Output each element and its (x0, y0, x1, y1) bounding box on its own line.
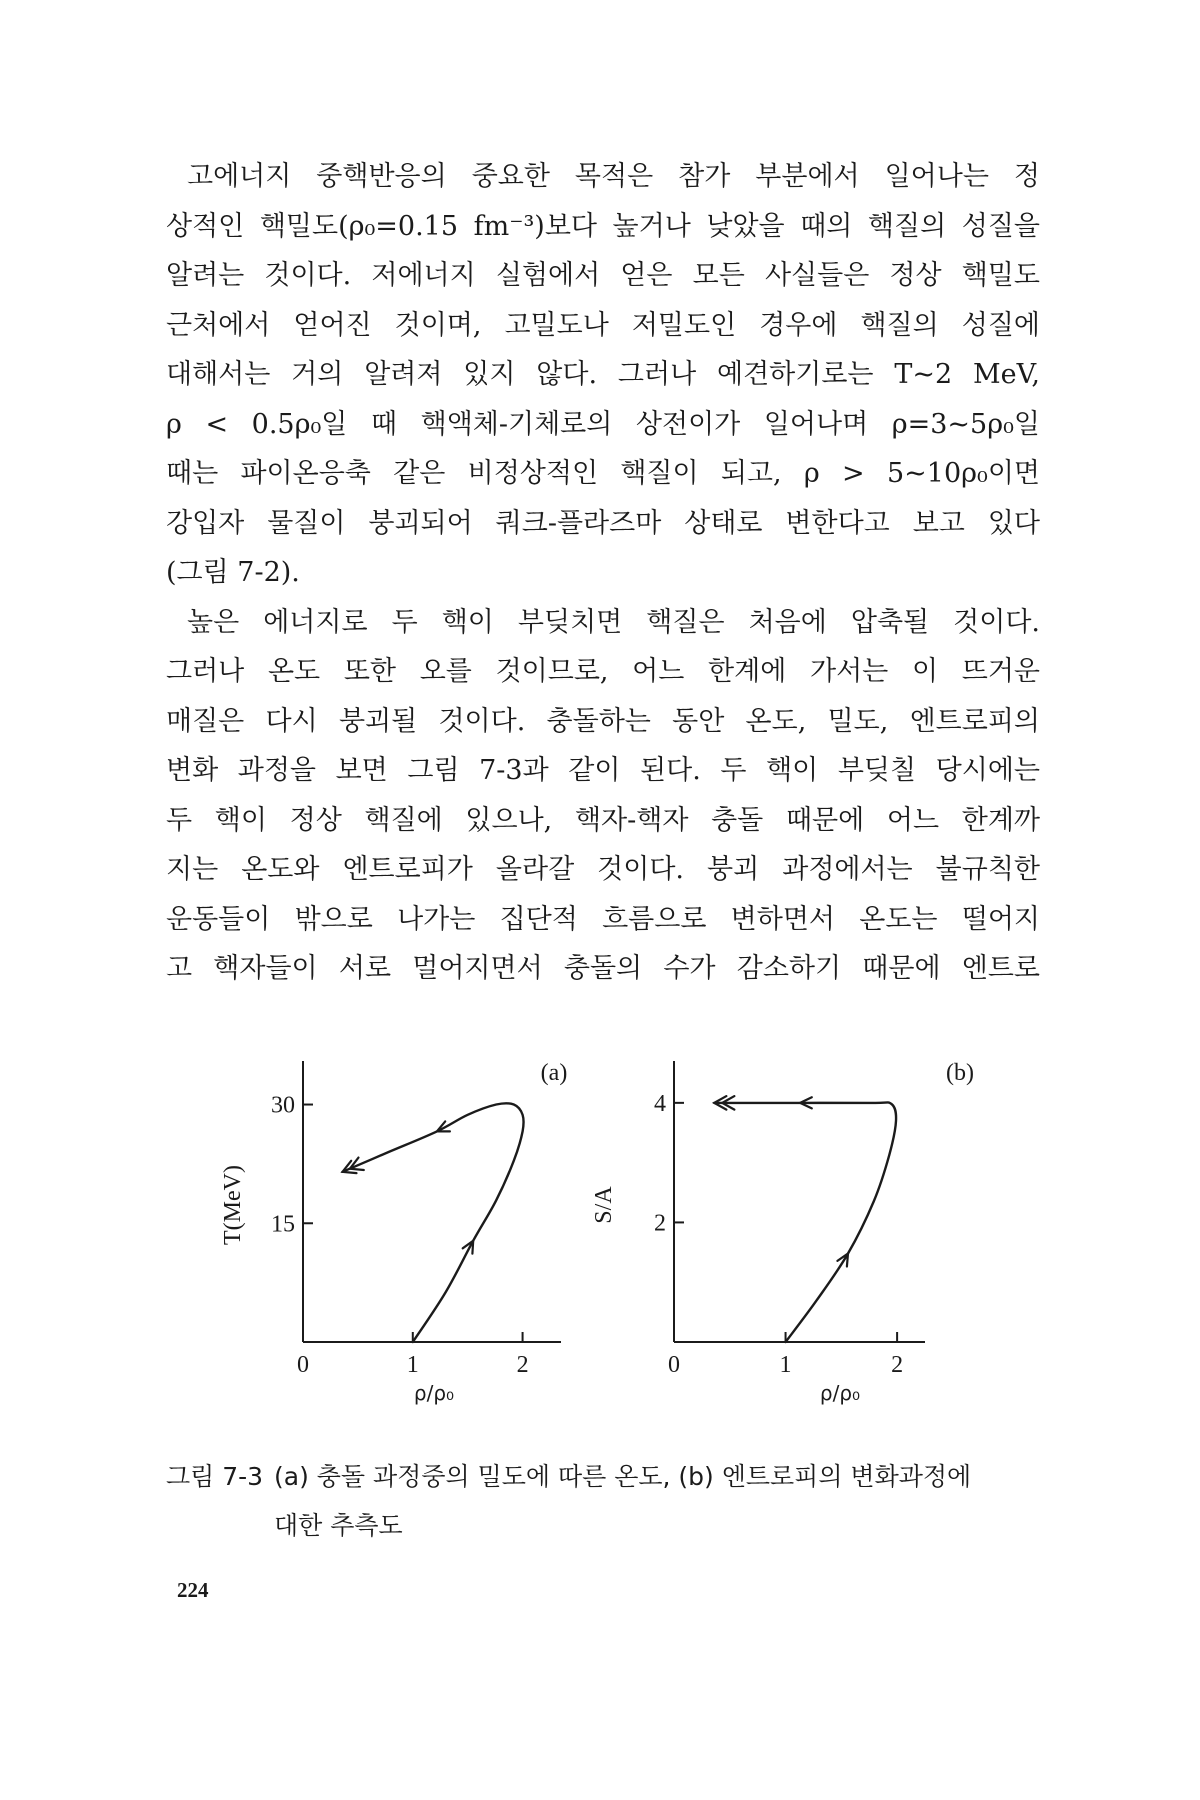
x-tick-label: 2 (891, 1352, 904, 1378)
data-point (411, 1340, 415, 1344)
data-point (494, 1198, 498, 1202)
y-tick-label: 30 (271, 1092, 295, 1119)
x-tick-label: 0 (297, 1352, 309, 1378)
body-text-line: 고 핵자들이 서로 멀어지면서 충돌의 수가 감소하기 때문에 엔트로 (166, 953, 1040, 984)
body-text-line: 상적인 핵밀도(ρ₀=0.15 fm⁻³)보다 높거나 낮았을 때의 핵질의 성질을 (166, 210, 1040, 242)
body-text (166, 152, 1040, 994)
caption-label: 그림 7-3 (166, 1462, 264, 1491)
paragraph (166, 152, 1040, 598)
figure-caption (166, 1452, 1046, 1550)
x-tick-label: 0 (668, 1352, 680, 1378)
figure-7-3 (180, 1040, 1020, 1420)
chart-panel (591, 1060, 974, 1405)
body-text-line: 알려는 것이다. 저에너지 실험에서 얻은 모든 사실들은 정상 핵밀도 (166, 260, 1040, 291)
y-tick-label: 2 (654, 1210, 666, 1237)
data-point (512, 1159, 516, 1163)
body-text-line: 두 핵이 정상 핵질에 있으나, 핵자-핵자 충돌 때문에 어느 한계까 (166, 804, 1040, 836)
data-point (887, 1153, 891, 1157)
y-tick-label: 4 (654, 1090, 666, 1117)
y-tick-label: 15 (271, 1211, 295, 1238)
data-point (494, 1103, 498, 1107)
series-curve (343, 1103, 524, 1342)
x-tick-label: 1 (779, 1352, 792, 1378)
body-text-line: 근처에서 얻어진 것이며, 고밀도나 저밀도인 경우에 핵질의 성질에 (166, 309, 1040, 341)
body-text-line: 때는 파이온응축 같은 비정상적인 핵질이 되고, ρ > 5~10ρ₀이면 (166, 458, 1040, 489)
panel-label: (a) (540, 1060, 568, 1086)
body-text-line: (그림 7-2). (166, 557, 300, 588)
paragraph (166, 598, 1040, 994)
y-axis-label: S/A (591, 1186, 617, 1224)
body-text-line: 운동들이 밖으로 나가는 집단적 흐름으로 변하면서 온도는 떨어지 (166, 903, 1040, 935)
x-tick-label: 2 (516, 1352, 529, 1378)
body-text-line: 높은 에너지로 두 핵이 부딪치면 핵질은 처음에 압축될 것이다. (187, 606, 1040, 638)
body-text-line: ρ < 0.5ρ₀일 때 핵액체-기체로의 상전이가 일어나며 ρ=3~5ρ₀일 (166, 408, 1040, 440)
data-point (444, 1290, 448, 1294)
data-point (815, 1298, 819, 1302)
data-point (872, 1200, 876, 1204)
data-point (890, 1102, 894, 1106)
page-number: 224 (177, 1578, 209, 1602)
x-tick-label: 1 (406, 1352, 419, 1378)
body-text-line: 매질은 다시 붕괴될 것이다. 충돌하는 동안 온도, 밀도, 엔트로피의 (166, 705, 1040, 737)
series-curve (714, 1102, 896, 1342)
body-text-line: 고에너지 중핵반응의 중요한 목적은 참가 부분에서 일어나는 정 (187, 161, 1040, 192)
body-text-line: 강입자 물질이 붕괴되어 쿼크-플라즈마 상태로 변한다고 보고 있다 (166, 507, 1040, 539)
y-axis-label: T(MeV) (220, 1165, 246, 1245)
x-axis-label: ρ/ρ₀ (819, 1381, 861, 1405)
data-point (894, 1119, 898, 1123)
panel-label: (b) (946, 1060, 974, 1086)
x-axis-label: ρ/ρ₀ (413, 1381, 455, 1405)
body-text-line: 지는 온도와 엔트로피가 올라갈 것이다. 붕괴 과정에서는 불규칙한 (166, 854, 1040, 885)
chart-panel (220, 1060, 567, 1405)
caption-text: 대한 추측도 (274, 1511, 403, 1540)
body-text-line: 대해서는 거의 알려져 있지 않다. 그러나 예견하기로는 T~2 MeV, (166, 359, 1040, 390)
caption-row (166, 1452, 1046, 1501)
caption-text: (a) 충돌 과정중의 밀도에 따른 온도, (b) 엔트로피의 변화과정에 (274, 1462, 972, 1491)
data-point (387, 1150, 391, 1154)
body-text-line: 그러나 온도 또한 오를 것이므로, 어느 한계에 가서는 이 뜨거운 (166, 656, 1040, 687)
data-point (872, 1101, 876, 1105)
data-point (512, 1103, 516, 1107)
caption-indent (166, 1501, 274, 1550)
data-point (521, 1129, 525, 1133)
data-point (784, 1340, 788, 1344)
data-point (466, 1113, 470, 1117)
data-point (521, 1113, 525, 1117)
caption-row (166, 1501, 1046, 1550)
body-text-line: 변화 과정을 보면 그림 7-3과 같이 된다. 두 핵이 부딪칠 당시에는 (166, 755, 1040, 786)
